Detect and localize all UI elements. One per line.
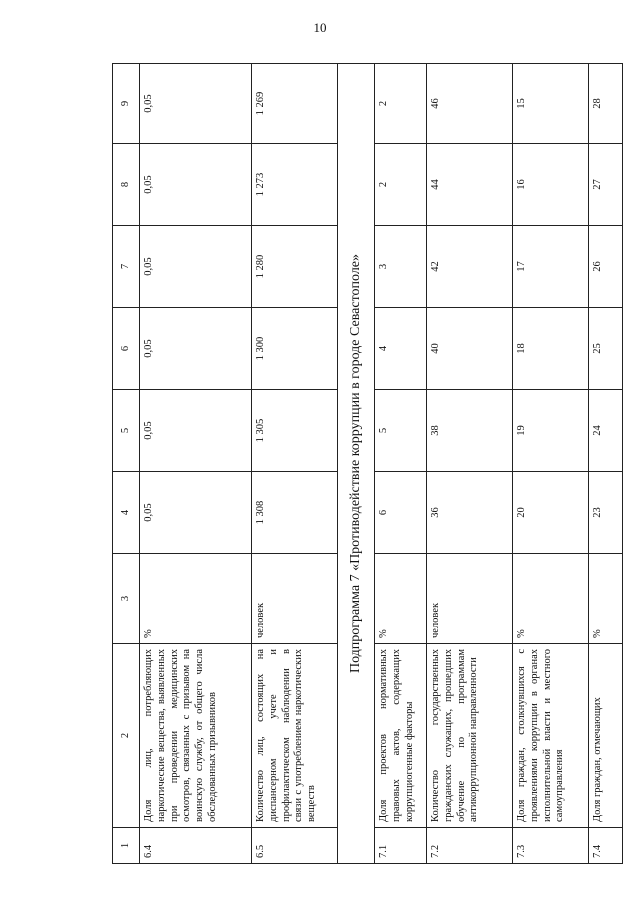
table-row — [513, 64, 589, 864]
table-row — [252, 64, 338, 864]
indicator-name: Доля граждан, столкнувшихся с проявлениями коррупции в органах исполнительной власти и местного самоуправления — [513, 644, 589, 828]
unit-cell: человек — [252, 554, 338, 644]
value-cell: 42 — [427, 226, 513, 308]
column-number: 6 — [113, 308, 140, 390]
value-cell: 1 280 — [252, 226, 338, 308]
column-number: 4 — [113, 472, 140, 554]
unit-cell: % — [375, 554, 427, 644]
unit-cell: % — [513, 554, 589, 644]
value-cell: 20 — [513, 472, 589, 554]
page-number: 10 — [313, 20, 327, 35]
value-cell: 28 — [589, 64, 623, 144]
value-cell: 38 — [427, 390, 513, 472]
row-id: 7.3 — [513, 828, 589, 864]
indicators-table — [112, 63, 623, 864]
column-number: 8 — [113, 144, 140, 226]
value-cell: 0,05 — [140, 472, 252, 554]
value-cell: 5 — [375, 390, 427, 472]
table-row — [427, 64, 513, 864]
value-cell: 1 300 — [252, 308, 338, 390]
rotated-table-container — [112, 64, 616, 864]
value-cell: 2 — [375, 64, 427, 144]
row-id: 7.2 — [427, 828, 513, 864]
value-cell: 23 — [589, 472, 623, 554]
value-cell: 2 — [375, 144, 427, 226]
value-cell: 25 — [589, 308, 623, 390]
subprogram-row — [338, 64, 375, 864]
indicator-name: Доля проектов нормативных правовых актов, содержащих коррупциогенные факторы — [375, 644, 427, 828]
unit-cell: человек — [427, 554, 513, 644]
value-cell: 3 — [375, 226, 427, 308]
indicator-name: Количество лиц, состоящих на диспансерном учете и профилактическом наблюдении в связи с употреблением наркотических веществ — [252, 644, 338, 828]
value-cell: 0,05 — [140, 308, 252, 390]
value-cell: 36 — [427, 472, 513, 554]
value-cell: 1 305 — [252, 390, 338, 472]
column-number: 7 — [113, 226, 140, 308]
indicator-name: Количество государственных гражданских служащих, прошедших обучение по программам антикоррупционной направленности — [427, 644, 513, 828]
value-cell: 0,05 — [140, 144, 252, 226]
value-cell: 44 — [427, 144, 513, 226]
value-cell: 0,05 — [140, 226, 252, 308]
table-row — [375, 64, 427, 864]
column-number: 3 — [113, 554, 140, 644]
row-id: 6.4 — [140, 828, 252, 864]
indicator-name: Доля лиц, потребляющих наркотические вещества, выявленных при проведении медицинских осмотров, связанных с призывом на воинскую службу, от общего числа обследованных призывников — [140, 644, 252, 828]
value-cell: 15 — [513, 64, 589, 144]
subprogram-title: Подпрограмма 7 «Противодействие коррупции в городе Севастополе» — [338, 64, 375, 864]
row-id: 6.5 — [252, 828, 338, 864]
value-cell: 6 — [375, 472, 427, 554]
value-cell: 40 — [427, 308, 513, 390]
column-number: 5 — [113, 390, 140, 472]
value-cell: 1 269 — [252, 64, 338, 144]
value-cell: 24 — [589, 390, 623, 472]
value-cell: 1 273 — [252, 144, 338, 226]
value-cell: 18 — [513, 308, 589, 390]
value-cell: 4 — [375, 308, 427, 390]
column-number-row — [113, 64, 140, 864]
value-cell: 0,05 — [140, 390, 252, 472]
value-cell: 1 308 — [252, 472, 338, 554]
value-cell: 46 — [427, 64, 513, 144]
column-number: 9 — [113, 64, 140, 144]
indicator-name: Доля граждан, отмечающих — [589, 644, 623, 828]
unit-cell: % — [140, 554, 252, 644]
column-number: 1 — [113, 828, 140, 864]
value-cell: 17 — [513, 226, 589, 308]
table-row — [589, 64, 623, 864]
value-cell: 0,05 — [140, 64, 252, 144]
row-id: 7.1 — [375, 828, 427, 864]
value-cell: 19 — [513, 390, 589, 472]
column-number: 2 — [113, 644, 140, 828]
value-cell: 27 — [589, 144, 623, 226]
value-cell: 16 — [513, 144, 589, 226]
table-row — [140, 64, 252, 864]
row-id: 7.4 — [589, 828, 623, 864]
value-cell: 26 — [589, 226, 623, 308]
unit-cell: % — [589, 554, 623, 644]
